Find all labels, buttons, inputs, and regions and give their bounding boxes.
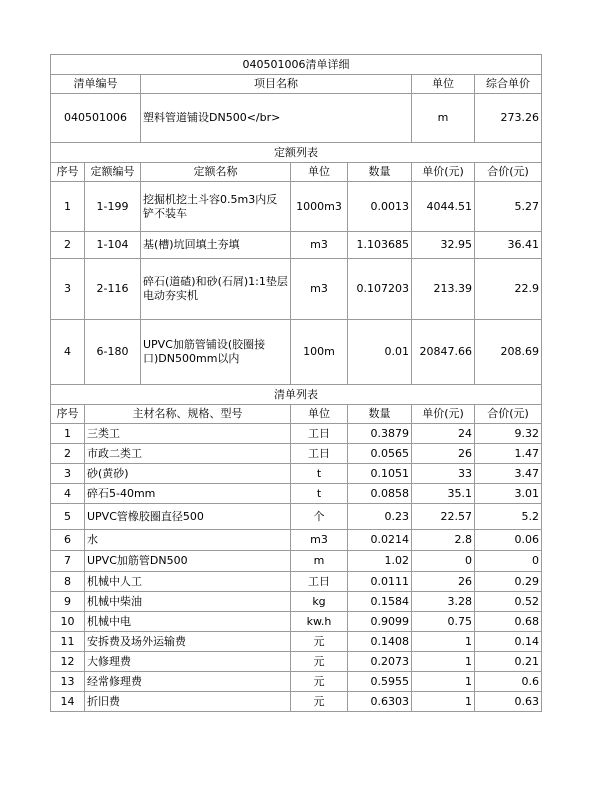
list-row <box>51 504 542 530</box>
list-qty: 0.0214 <box>348 530 412 551</box>
list-no: 2 <box>51 444 85 464</box>
list-total: 0.29 <box>475 572 542 592</box>
list-qty: 0.1051 <box>348 464 412 484</box>
quota-unit: 100m <box>291 320 348 385</box>
list-no: 1 <box>51 424 85 444</box>
bill-price: 273.26 <box>475 94 542 143</box>
list-name: 机械中人工 <box>85 572 291 592</box>
list-row <box>51 484 542 504</box>
quota-code: 1-199 <box>85 182 141 232</box>
quota-qty: 0.107203 <box>348 259 412 320</box>
list-total: 0.06 <box>475 530 542 551</box>
list-price: 26 <box>412 444 475 464</box>
list-name: 机械中柴油 <box>85 592 291 612</box>
list-total: 0.14 <box>475 632 542 652</box>
list-no: 3 <box>51 464 85 484</box>
list-price: 1 <box>412 632 475 652</box>
quota-name: UPVC加筋管铺设(胶圈接口)DN500mm以内 <box>141 320 291 385</box>
list-no: 9 <box>51 592 85 612</box>
list-no: 14 <box>51 692 85 712</box>
list-price: 35.1 <box>412 484 475 504</box>
list-no: 6 <box>51 530 85 551</box>
quota-total-header: 合价(元) <box>475 163 542 182</box>
quota-no: 1 <box>51 182 85 232</box>
list-name: 碎石5-40mm <box>85 484 291 504</box>
list-price: 24 <box>412 424 475 444</box>
list-total: 1.47 <box>475 444 542 464</box>
quota-no: 2 <box>51 232 85 259</box>
quota-name: 基(槽)坑回填土夯填 <box>141 232 291 259</box>
list-name: 三类工 <box>85 424 291 444</box>
list-unit: 工日 <box>291 572 348 592</box>
quota-qty-header: 数量 <box>348 163 412 182</box>
quota-name: 碎石(道碴)和砂(石屑)1:1垫层电动夯实机 <box>141 259 291 320</box>
list-name: UPVC加筋管DN500 <box>85 551 291 572</box>
list-unit: 个 <box>291 504 348 530</box>
quota-no: 4 <box>51 320 85 385</box>
quota-unit: m3 <box>291 259 348 320</box>
list-qty: 0.23 <box>348 504 412 530</box>
list-price: 1 <box>412 692 475 712</box>
list-total: 9.32 <box>475 424 542 444</box>
list-total: 5.2 <box>475 504 542 530</box>
list-no: 11 <box>51 632 85 652</box>
list-row <box>51 632 542 652</box>
list-no: 4 <box>51 484 85 504</box>
list-row <box>51 672 542 692</box>
list-row <box>51 424 542 444</box>
list-unit: 元 <box>291 692 348 712</box>
list-total: 3.47 <box>475 464 542 484</box>
quota-name-header: 定额名称 <box>141 163 291 182</box>
list-name: 市政二类工 <box>85 444 291 464</box>
quota-unit: m3 <box>291 232 348 259</box>
list-unit: m3 <box>291 530 348 551</box>
quota-price: 32.95 <box>412 232 475 259</box>
bill-unit: m <box>412 94 475 143</box>
bill-detail-table <box>50 54 542 712</box>
list-name: 折旧费 <box>85 692 291 712</box>
list-unit-header: 单位 <box>291 405 348 424</box>
list-no: 5 <box>51 504 85 530</box>
list-name: 经常修理费 <box>85 672 291 692</box>
list-price: 1 <box>412 652 475 672</box>
list-unit: 元 <box>291 672 348 692</box>
list-total: 0.68 <box>475 612 542 632</box>
list-qty: 0.6303 <box>348 692 412 712</box>
list-row <box>51 551 542 572</box>
list-no: 12 <box>51 652 85 672</box>
list-price: 26 <box>412 572 475 592</box>
list-unit: t <box>291 464 348 484</box>
list-no-header: 序号 <box>51 405 85 424</box>
quota-total: 208.69 <box>475 320 542 385</box>
list-price-header: 单价(元) <box>412 405 475 424</box>
list-qty: 0.1408 <box>348 632 412 652</box>
list-row <box>51 652 542 672</box>
list-row <box>51 530 542 551</box>
list-qty: 0.5955 <box>348 672 412 692</box>
quota-unit: 1000m3 <box>291 182 348 232</box>
list-qty: 0.3879 <box>348 424 412 444</box>
quota-qty: 0.0013 <box>348 182 412 232</box>
list-unit: m <box>291 551 348 572</box>
bill-name: 塑料管道铺设DN500</br> <box>141 94 412 143</box>
list-qty-header: 数量 <box>348 405 412 424</box>
list-total: 0.21 <box>475 652 542 672</box>
quota-section-title: 定额列表 <box>51 143 542 163</box>
quota-row <box>51 259 542 320</box>
list-qty: 0.0111 <box>348 572 412 592</box>
list-no: 13 <box>51 672 85 692</box>
list-price: 22.57 <box>412 504 475 530</box>
quota-price-header: 单价(元) <box>412 163 475 182</box>
quota-qty: 0.01 <box>348 320 412 385</box>
list-unit: 工日 <box>291 424 348 444</box>
quota-code: 2-116 <box>85 259 141 320</box>
list-total: 0.63 <box>475 692 542 712</box>
quota-code: 1-104 <box>85 232 141 259</box>
list-qty: 0.0858 <box>348 484 412 504</box>
bill-unit-header: 单位 <box>412 75 475 94</box>
list-name: UPVC管橡胶圈直径500 <box>85 504 291 530</box>
list-row <box>51 444 542 464</box>
quota-price: 20847.66 <box>412 320 475 385</box>
list-total: 0 <box>475 551 542 572</box>
quota-row <box>51 320 542 385</box>
list-qty: 0.0565 <box>348 444 412 464</box>
quota-no-header: 序号 <box>51 163 85 182</box>
list-qty: 1.02 <box>348 551 412 572</box>
list-price: 2.8 <box>412 530 475 551</box>
list-no: 10 <box>51 612 85 632</box>
list-name: 大修理费 <box>85 652 291 672</box>
sheet-title: 040501006清单详细 <box>51 55 542 75</box>
quota-unit-header: 单位 <box>291 163 348 182</box>
list-qty: 0.1584 <box>348 592 412 612</box>
quota-row <box>51 182 542 232</box>
list-row <box>51 464 542 484</box>
list-total: 0.6 <box>475 672 542 692</box>
quota-code-header: 定额编号 <box>85 163 141 182</box>
quota-total: 22.9 <box>475 259 542 320</box>
list-total: 3.01 <box>475 484 542 504</box>
list-total: 0.52 <box>475 592 542 612</box>
list-row <box>51 572 542 592</box>
quota-code: 6-180 <box>85 320 141 385</box>
bill-code-header: 清单编号 <box>51 75 141 94</box>
list-unit: 工日 <box>291 444 348 464</box>
list-name: 砂(黄砂) <box>85 464 291 484</box>
quota-qty: 1.103685 <box>348 232 412 259</box>
list-no: 8 <box>51 572 85 592</box>
bill-name-header: 项目名称 <box>141 75 412 94</box>
quota-price: 4044.51 <box>412 182 475 232</box>
bill-code: 040501006 <box>51 94 141 143</box>
quota-total: 36.41 <box>475 232 542 259</box>
quota-no: 3 <box>51 259 85 320</box>
list-price: 0.75 <box>412 612 475 632</box>
list-unit: kg <box>291 592 348 612</box>
list-unit: kw.h <box>291 612 348 632</box>
list-price: 0 <box>412 551 475 572</box>
list-row <box>51 692 542 712</box>
list-row <box>51 592 542 612</box>
list-name: 水 <box>85 530 291 551</box>
list-price: 3.28 <box>412 592 475 612</box>
list-qty: 0.9099 <box>348 612 412 632</box>
list-name: 机械中电 <box>85 612 291 632</box>
list-total-header: 合价(元) <box>475 405 542 424</box>
list-row <box>51 612 542 632</box>
list-unit: t <box>291 484 348 504</box>
quota-price: 213.39 <box>412 259 475 320</box>
list-qty: 0.2073 <box>348 652 412 672</box>
list-unit: 元 <box>291 632 348 652</box>
list-price: 33 <box>412 464 475 484</box>
list-name-header: 主材名称、规格、型号 <box>85 405 291 424</box>
list-name: 安拆费及场外运输费 <box>85 632 291 652</box>
quota-row <box>51 232 542 259</box>
quota-name: 挖掘机挖土斗容0.5m3内反铲不装车 <box>141 182 291 232</box>
list-section-title: 清单列表 <box>51 385 542 405</box>
list-unit: 元 <box>291 652 348 672</box>
bill-price-header: 综合单价 <box>475 75 542 94</box>
list-no: 7 <box>51 551 85 572</box>
quota-total: 5.27 <box>475 182 542 232</box>
list-price: 1 <box>412 672 475 692</box>
